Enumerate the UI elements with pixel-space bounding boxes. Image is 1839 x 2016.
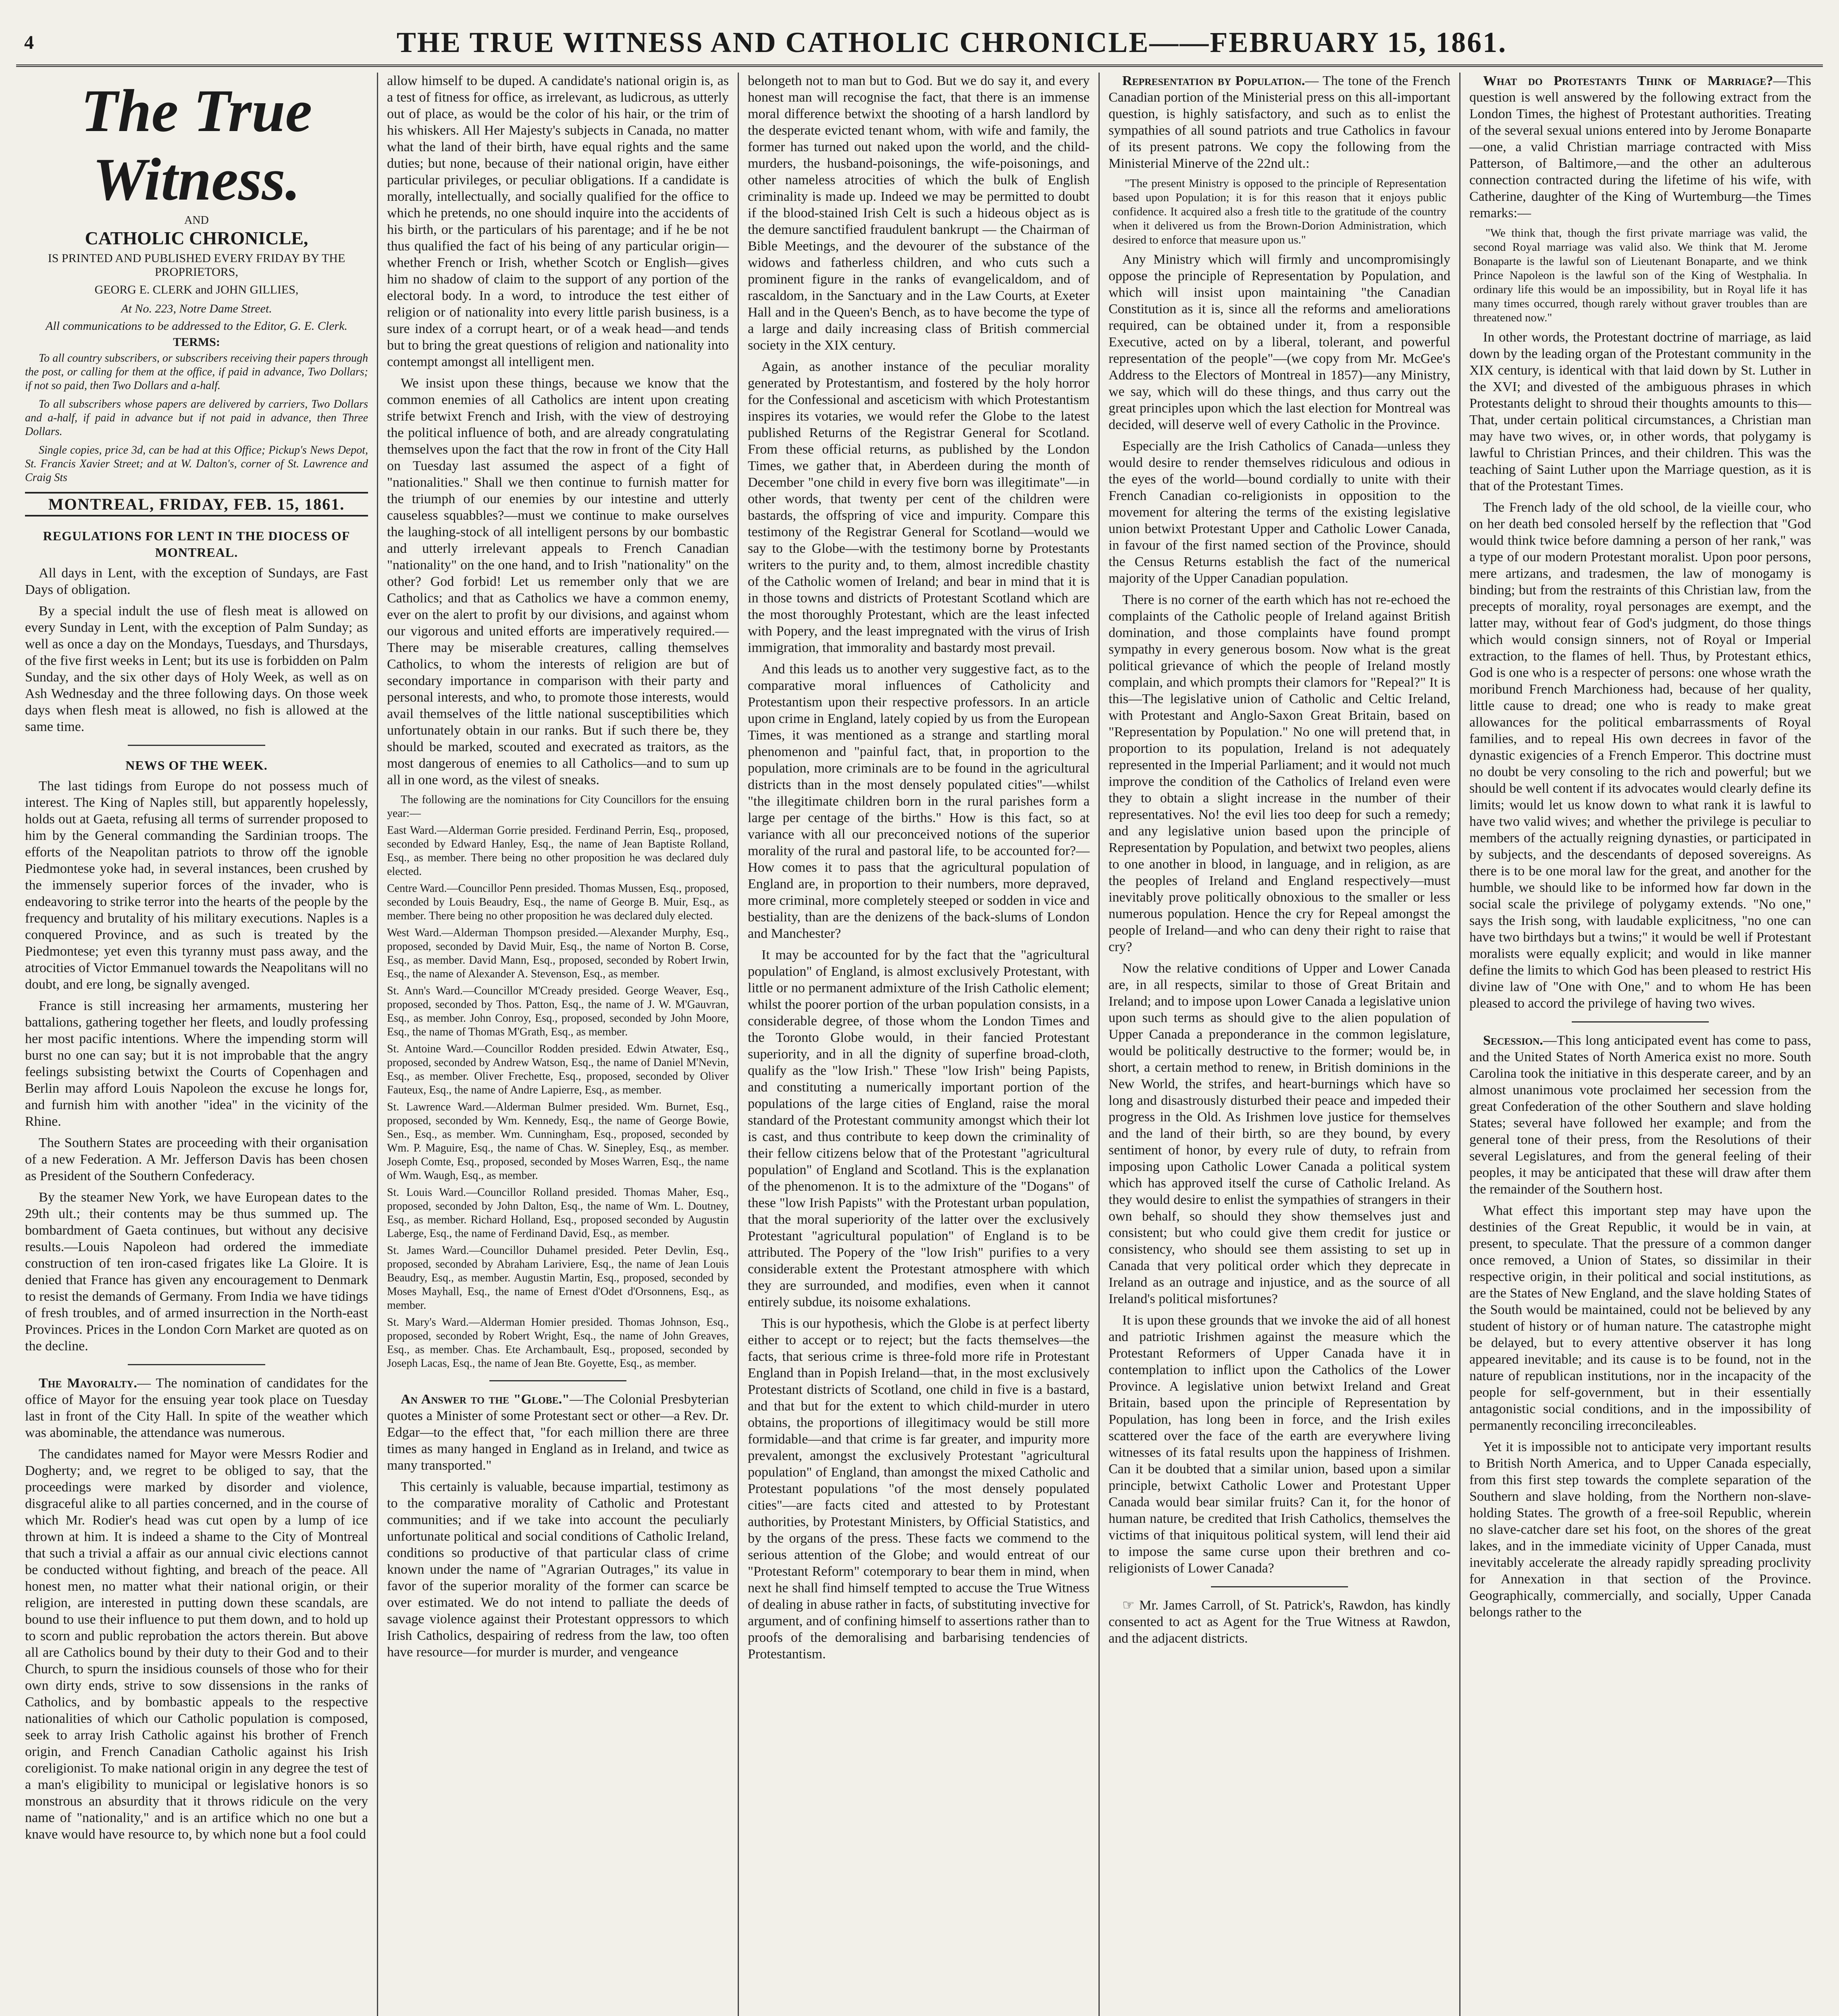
news-paragraph: The last tidings from Europe do not possess much of interest. The King of Naples still, but apparently hopelessly, holds out at Gaeta, refusing all terms of surrender proposed to him by the General commanding the Sardinian troops. The efforts of the Neapolitan patriots to throw off the ignoble Piedmontese yoke had, in several instances, been crushed by the immensely superior forces of the invader, who is endeavoring to strike terror into the hearts of the people by the frequency and brutality of his military executions. Naples is a conquered Province, and as such is treated by the Piedmontese; yet even this tyranny must pass away, and the atrocities of Victor Emmanuel towards the Neapolitans will no doubt, and ere long, be signally avenged.: [25, 779, 368, 992]
news-paragraph: By the steamer New York, we have European dates to the 29th ult.; their contents may be thus summed up. The bombardment of Gaeta continues, but without any decisive results.—Louis Napoleon had ordered the immediate construction of ten iron-cased frigates like La Gloire. It is denied that France has given any encouragement to Denmark to resist the demands of Germany. From India we have tidings of fresh troubles, and of armed insurrection in the North-east Provinces. Prices in the London Corn Market are quoted as on the decline.: [25, 1190, 368, 1354]
news-paragraph: The Southern States are proceeding with their organisation of a new Federation. A Mr. Jefferson Davis has been chosen as President of the Southern Confederacy.: [25, 1135, 368, 1183]
proprietors: GEORG E. CLERK and JOHN GILLIES,: [94, 283, 299, 296]
nominations-intro: The following are the nominations for City Councillors for the ensuing year:—: [387, 793, 729, 820]
marriage-text: —This question is well answered by the following extract from the London Times, the highest of Protestant authorities. Treating of the several sexual unions entered into by Jerome Bonaparte—one, a valid Christian marriage contracted with Miss Patterson, of Baltimore,—and the other an adulterous connection contracted during the lifetime of his wife, with Catherine, daughter of the King of Wurtemburg—the Times remarks:—: [1469, 73, 1811, 221]
representation-paragraph: Any Ministry which will firmly and uncompromisingly oppose the principle of Representation by Population, and which will insist upon maintaining "the Canadian Constitution as it is, since all the reforms and ameliorations required, can be obtained under it, from a responsible Executive, acted on by a liberal, tolerant, and powerful representation of the people"—(we copy from Mr. McGee's Address to the Electors of Montreal in 1857)—any Ministry, we say, which will do these things, and thus carry out the great principles upon which the last election for Montreal was decided, will deserve well of every Catholic in the Province.: [1109, 252, 1450, 432]
lent-heading: REGULATIONS FOR LENT IN THE DIOCESS OF MONTREAL.: [43, 529, 350, 560]
lent-paragraph: All days in Lent, with the exception of Sundays, are Fast Days of obligation.: [25, 566, 368, 597]
answer-paragraph: [387, 1391, 729, 1474]
masthead-and: AND: [184, 214, 209, 227]
terms-carriers: To all subscribers whose papers are delivered by carriers, Two Dollars and a-half, if paid in advance but if not paid in advance, then Three Dollars.: [25, 398, 368, 438]
masthead-title: The True Witness.: [81, 77, 312, 213]
representation-paragraph: It is upon these grounds that we invoke the aid of all honest and patriotic Irishmen against the measure which the Protestant Reformers of Upper Canada have it in contemplation to inflict upon the Catholics of the Lower Province. A legislative union betwixt Ireland and Great Britain, based upon the principle of Representation by Population, has long been in force, and the Irish exiles scattered over the face of the earth are everywhere living witnesses of its fatal results upon the happiness of Irishmen. Can it be doubted that a similar union, based upon a similar principle, betwixt Catholic Lower and Protestant Upper Canada would bear similar fruits? Can it, for the honor of human nature, be credited that Irish Catholics, themselves the victims of that iniquitous political system, will lend their aid to impose the same curse upon their brethren and co-religionists of Lower Canada?: [1109, 1313, 1450, 1576]
divider: [489, 1380, 626, 1381]
representation-text: — The tone of the French Canadian portion of the Ministerial press on this all-important question, is highly satisfactory, and such as to enlist the sympathies of all sound patriots and true Catholics in favour of its present patrons. We copy the following from the Ministerial Minerve of the 22nd ult.:: [1109, 73, 1450, 171]
terms-country: To all country subscribers, or subscribers receiving their papers through the post, or calling for them at the office, if paid in advance, Two Dollars; if not so paid, then Two Dollars and a-half.: [25, 352, 368, 392]
times-quote: "We think that, though the first private marriage was valid, the second Royal marriage was valid also. We think that M. Jerome Bonaparte is the lawful son of Lieutenant Bonaparte, and we think Prince Napoleon is the lawful son of the King of Westphalia. In ordinary life this would be an impossibility, but in Royal life it has many times occurred, though rarely without graver troubles than are threatened now.": [1473, 227, 1807, 324]
ward-nominations: [387, 793, 729, 1370]
news-paragraph: France is still increasing her armaments, mustering her battalions, gathering together her fleets, and loudly professing her most pacific intentions. Where the impending storm will burst no one can say; but it is not improbable that the angry feelings subsisting betwixt the Courts of Copenhagen and Berlin may afford Louis Napoleon the excuse he longs for, and furnish him with another "idea" in the vicinity of the Rhine.: [25, 998, 368, 1129]
representation-paragraph: Especially are the Irish Catholics of Canada—unless they would desire to render themselves ridiculous and odious in the eyes of the world—bound cordially to unite with their French Canadian co-religionists in opposition to the movement for altering the terms of the existing legislative union betwixt Protestant Upper and Catholic Lower Canada, in favour of the first named section of the Province, should the Census Returns establish the fact of the numerical majority of the Upper Canadian population.: [1109, 439, 1450, 586]
printed-by: IS PRINTED AND PUBLISHED EVERY FRIDAY BY THE PROPRIETORS,: [48, 252, 345, 279]
columns: [16, 73, 1823, 2016]
answer-text: —The Colonial Presbyterian quotes a Minister of some Protestant sect or other—a Rev. Dr. Edgar—to the effect that, "for each million there are three times as many hanged in England as in Ireland, and twice as many transported.": [387, 1392, 729, 1473]
ward-nomination: St. Ann's Ward.—Councillor M'Cready presided. George Weaver, Esq., proposed, seconded by Thos. Patton, Esq., the name of J. W. M'Gauvran, Esq., as member. John Conroy, Esq., proposed, seconded by John Moore, Esq., the name of Thomas M'Grath, Esq., as member.: [387, 985, 729, 1038]
representation-paragraph: [1109, 73, 1450, 172]
article-paragraph: And this leads us to another very suggestive fact, as to the comparative moral influences of Catholicity and Protestantism upon their respective professors. In an article upon crime in England, lately copied by us from the European Times, it was mentioned as a strange and startling moral phenomenon and "painful fact, that, in proportion to the population, more criminals are to be found in the agricultural districts than in the most densely populated cities"—whilst "the illegitimate children born in the rural parishes form a large per centage of the births." How is this fact, so at variance with all our preconceived notions of the superior morality of the rural and pastoral life, to be accounted for?—How comes it to pass that the agricultural population of England are, in proportion to their numbers, more depraved, more criminal, more completely steeped or sodden in vice and bestiality, than are the denizens of the back-slums of London and Manchester?: [748, 662, 1090, 941]
news-heading: NEWS OF THE WEEK.: [125, 758, 268, 773]
running-head: [16, 20, 1823, 67]
article-paragraph: We insist upon these things, because we know that the common enemies of all Catholics are intent upon creating strife betwixt French and Irish, with the view of destroying the political influence of both, and are already congratulating themselves upon the fact that the row in front of the City Hall on Tuesday last assumed the aspect of a fight of "nationalities." Shall we then continue to furnish matter for the triumph of our enemies by our intestine and utterly causeless squabbles?—must we continue to make ourselves the laughing-stock of all intelligent persons by our bombastic and utterly irrelevant appeals to French Canadian "nationality" on the one hand, and to Irish "nationality" on the other? God forbid! Let us remember only that we are Catholics; and that as Catholics we have a common enemy, ever on the alert to profit by our divisions, and against whom our vigorous and united efforts are imperatively required.—There may be miserable creatures, calling themselves Catholics, to whom the interests of religion are but of secondary importance in comparison with their party and personal interests, and who, to promote those interests, would avail themselves of the little national susceptibilities which unfortunately obtain in our ranks. But if such there be, they should be marked, scouted and execrated as traitors, as the most dangerous of enemies to all Catholics—and to sum up all in one word, as the vilest of sneaks.: [387, 376, 729, 787]
dateline: MONTREAL, FRIDAY, FEB. 15, 1861.: [25, 492, 368, 516]
article-paragraph: Again, as another instance of the peculiar morality generated by Protestantism, and fostered by the holy horror for the Confessional and asceticism with which Protestantism inspires its votaries, we would refer the Globe to the latest published Returns of the Registrar General for Scotland. From these official returns, as published by the London Times, we gather that, in Aberdeen during the month of December "one child in every five born was illegitimate"—in other words, that twenty per cent of the children were bastards, the offspring of vice and impurity. Compare this testimony of the Registrar General for Scotland—would we say to the Globe—with the testimony borne by Protestants writers to the purity and, to them, almost incredible chastity of the Catholic women of Ireland; and bear in mind that it is in those towns and districts of Protestant Scotland which are the most thoroughly Protestant, which are the least infected with Popery, and the least impregnated with the virus of Irish immigration, that immorality and bastardy most prevail.: [748, 359, 1090, 655]
minerve-quote: "The present Ministry is opposed to the principle of Representation based upon Population; it is for this reason that it enjoys public confidence. It acquired also a fresh title to the gratitude of the country when it delivered us from the Brown-Dorion Administration, which desired to enforce that measure upon us.": [1113, 177, 1446, 246]
secession-paragraph: [1469, 1032, 1811, 1198]
ward-nomination: St. Antoine Ward.—Councillor Rodden presided. Edwin Atwater, Esq., proposed, seconded by Andrew Watson, Esq., the name of Daniel M'Nevin, Esq., as member. Oliver Frechette, Esq., proposed, seconded by Oliver Fauteux, Esq., the name of Andre Lapierre, Esq., as member.: [387, 1043, 729, 1096]
communications-note: All communications to be addressed to the Editor, G. E. Clerk.: [46, 319, 347, 333]
answer-paragraph: This certainly is valuable, because impartial, testimony as to the comparative morality of Catholic and Protestant communities; and if we take into account the peculiarly unfortunate political and social conditions of Catholic Ireland, conditions so productive of that particular class of crime known under the name of "Agrarian Outrages," its value in favor of the superior morality of the former can scarce be over estimated. We do not intend to palliate the deeds of savage violence against their Protestant oppressors to which Irish Catholics, despairing of redress from the law, too often have resource—for murder is murder, and vengeance: [387, 1479, 729, 1660]
page-number: 4: [24, 31, 34, 53]
ward-nomination: St. Louis Ward.—Councillor Rolland presided. Thomas Maher, Esq., proposed, seconded by John Dalton, Esq., the name of Wm. L. Doutney, Esq., as member. Richard Holland, Esq., proposed seconded by Augustin Laberge, Esq., the name of Ferdinand David, Esq., as member.: [387, 1186, 729, 1240]
newspaper-page: [16, 12, 1823, 2016]
article-paragraph: It may be accounted for by the fact that the "agricultural population" of England, is almost exclusively Protestant, with little or no permanent admixture of the Irish Catholic element; whilst the poorer portion of the urban population consists, in a considerable degree, of those whom the London Times and the Toronto Globe would, in their fancied Protestant superiority, and in all the dignity of superfine broad-cloth, qualify as the "low Irish." These "low Irish" being Papists, and constituting a numerically important portion of the populations of the large cities of England, raise the moral standard of the Protestant community amongst which their lot is cast, and thus contribute to keep down the criminality of their fellow citizens below that of the Protestant "agricultural population" of England and Scotland. This is the explanation of the phenomenon. It is to the admixture of the "Dogans" of these "low Irish Papists" with the Protestant urban population, that the moral superiority of the latter over the exclusively Protestant "agricultural population" of England is to be attributed. The Popery of the "low Irish" purifies to a very considerable extent the Protestant atmosphere with which they are surrounded, and modifies, even when it cannot entirely subdue, its noisome exhalations.: [748, 948, 1090, 1310]
secession-lead: Secession.: [1483, 1033, 1543, 1048]
secession-paragraph: What effect this important step may have upon the destinies of the Great Republic, it would be in vain, at present, to speculate. That the pressure of a common danger once removed, a Union of States, so dissimilar in their respective origin, in their political and social institutions, as are the States of New England, and the slave holding States of the South would be maintained, could not be believed by any student of history or of human nature. The catastrophe might be delayed, but to every attentive observer it has long appeared inevitable; and its cause is to be found, not in the nature of republican institutions, nor in the incapacity of the people for self-government, but in their essentially antagonistic social conditions, and in the impossibility of permanently reconciling irreconcileables.: [1469, 1203, 1811, 1433]
representation-paragraph: There is no corner of the earth which has not re-echoed the complaints of the Catholic people of Ireland against British domination, and those complaints have found prompt sympathy in every generous bosom. Now what is the great political grievance of which the people of Ireland mostly complain, and which prompts their clamors for "Repeal?" It is this—The legislative union of Catholic and Celtic Ireland, with Protestant and Anglo-Saxon Great Britain, based on "Representation by Population." No one will pretend that, in proportion to its population, Ireland is not adequately represented in the Imperial Parliament; and it would not much improve the condition of the Catholics of Ireland even were they to obtain a slight increase in the number of their representatives. No! the evil lies too deep for such a remedy; and any legislative union based upon the principle of Representation by Population, and betwixt two peoples, aliens to one another in blood, in language, and in religion, as are the peoples of Ireland and England respectively—must inevitably prove politically obnoxious to the smaller or less numerous population. Hence the cry for Repeal amongst the people of Ireland—and who can deny their right to raise that cry?: [1109, 592, 1450, 954]
answer-lead: An Answer to the "Globe.": [401, 1392, 570, 1407]
marriage-paragraph: [1469, 73, 1811, 221]
column-2: [377, 73, 738, 2016]
secession-paragraph: Yet it is impossible not to anticipate very important results to British North America, and to Upper Canada especially, from this first step towards the complete separation of the Southern and slave holding, from the Northern non-slave-holding States. The growth of a free-soil Republic, wherein no slave-catcher dare set his foot, on the shores of the great lakes, and in the immediate vicinity of Upper Canada, must inevitably accelerate the already rapidly spreading proclivity for Annexation in that section of the Province. Geographically, commercially, and socially, Upper Canada belongs rather to the: [1469, 1439, 1811, 1620]
mayoralty-paragraph: [25, 1375, 368, 1441]
mayoralty-lead: The Mayoralty.: [39, 1376, 137, 1391]
ward-nomination: St. Lawrence Ward.—Alderman Bulmer presided. Wm. Burnet, Esq., proposed, seconded by Wm. Kennedy, Esq., the name of George Bowie, Sen., Esq., as member. Wm. Cunningham, Esq., proposed, seconded by Wm. P. Maguire, Esq., the name of Chas. W. Sinepley, Esq., as member. Joseph Comte, Esq., proposed, seconded by Moses Warren, Esq., the name of Wm. Waugh, Esq., as member.: [387, 1101, 729, 1182]
lent-paragraph: By a special indult the use of flesh meat is allowed on every Sunday in Lent, with the exception of Palm Sunday; as well as once a day on the Mondays, Tuesdays, and Thursdays, of the five first weeks in Lent; but its use is forbidden on Palm Sunday, and the six other days of Holy Week, as well as on Ash Wednesday and the three following days. On those week days when flesh meat is allowed, no fish is allowed at the same time.: [25, 604, 368, 734]
representation-lead: Representation by Population.: [1122, 73, 1305, 88]
masthead-subtitle: CATHOLIC CHRONICLE,: [85, 228, 308, 248]
address: At No. 223, Notre Dame Street.: [121, 302, 272, 315]
column-1: [16, 73, 377, 2016]
divider: [128, 745, 265, 746]
mayoralty-text: — The nomination of candidates for the office of Mayor for the ensuing year took place on Tuesday last in front of the City Hall. In spite of the weather which was abominable, the attendance was numerous.: [25, 1376, 368, 1440]
representation-paragraph: Now the relative conditions of Upper and Lower Canada are, in all respects, similar to those of Great Britain and Ireland; and to impose upon Lower Canada a legislative union upon such terms as should give to the alien population of Upper Canada a preponderance in the common legislature, would be politically destructive to the former; would be, in short, a certain method to renew, in British dominions in the New World, the strifes, and heart-burnings which have so long and disastrously disturbed their peace and impeded their progress in the Old. As Irishmen love justice for themselves and the land of their birth, so are they bound, by every sentiment of honor, by every rule of duty, to refrain from imposing upon Catholic Lower Canada a political system which has approved itself the curse of Catholic Ireland. As they would desire to enlist the sympathies of strangers in their own behalf, so should they show themselves just and consistent; but who could give them credit for justice or consistency, who should see them assisting to set up in Canada that very political order which they deprecate in Ireland as an outrage and injustice, and as the source of all Ireland's political misfortunes?: [1109, 961, 1450, 1306]
divider: [128, 1364, 265, 1365]
running-title: THE TRUE WITNESS AND CATHOLIC CHRONICLE——FEBRUARY 15, 1861.: [396, 26, 1507, 58]
secession-text: —This long anticipated event has come to pass, and the United States of North America exist no more. South Carolina took the initiative in this desperate career, and by an almost unanimous vote proclaimed her secession from the great Confederation of the other Southern and slave holding States; several have followed her example; and from the general tone of their press, from the Resolutions of their several Legislatures, and from the general feeling of their peoples, it may be anticipated that these will draw after them the remainder of the Southern host.: [1469, 1033, 1811, 1197]
column-3: [738, 73, 1098, 2016]
column-5: [1459, 73, 1820, 2016]
mayoralty-paragraph: The candidates named for Mayor were Messrs Rodier and Dogherty; and, we regret to be obliged to say, that the proceedings were marked by disorder and violence, disgraceful alike to all parties concerned, and in the course of which Mr. Rodier's head was cut open by a lump of ice thrown at him. It is indeed a shame to the City of Montreal that such a trivial a affair as our annual civic elections cannot be conducted without fighting, and breach of the peace. All honest men, no matter what their national origin, or their religion, are interested in putting down these scandals, are bound to use their influence to put them down, and to hold up to scorn and public reprobation the actors therein. But above all are Catholics bound by their duty to their God and to their Church, to spurn the insidious counsels of those who for their own dirty ends, strive to sow dissensions in the ranks of Catholics, and by bombastic appeals to the respective nationalities of which our Catholic population is composed, seek to array Irish Catholic against his brother of French origin, and French Canadian Catholic against his Irish coreligionist. To make national origin in any degree the test of a man's eligibility to municipal or legislative honors is so monstrous an absurdity that it throws ridicule on the very name of "nationality," and is an artifice which no one but a knave would have resource to, by which none but a fool could: [25, 1447, 368, 1842]
article-continuation: belongeth not to man but to God. But we do say it, and every honest man will recognise the fact, that there is an immense moral difference betwixt the shooting of a harsh landlord by the desperate evicted tenant whom, with wife and family, the former has turned out naked upon the world, and the child-murders, the husband-poisonings, the wife-poisonings, and other nameless atrocities of which the bulk of English criminality is made up. Indeed we may be permitted to doubt if the blood-stained Irish Celt is such a hideous object as is the demure sanctified fraudulent bankrupt — the Chairman of Bible Meetings, and the devourer of the substance of the widows and fatherless children, and who cuts such a prominent figure in the ranks of evangelicaldom, and of rascaldom, in the Sanctuary and in the Law Courts, at Exeter Hall and in the Queen's Bench, as to have become the type of a large and daily increasing class of British commercial society in the XIX century.: [748, 73, 1090, 353]
article-paragraph: This is our hypothesis, which the Globe is at perfect liberty either to accept or to reject; but the facts themselves—the facts, that serious crime is three-fold more rife in Protestant England than in Popish Ireland—that, in the most exclusively Protestant districts of Scotland, one child in five is a bastard, and that but for the extent to which child-murder in utero obtains, the proportions of illegitimacy would be still more formidable—and that crime is far greater, and impurity more prevalent, amongst the exclusively Protestant "agricultural population" of England, than amongst the mixed Catholic and Protestant populations "of the most densely populated cities"—are facts cited and attested to by Protestant authorities, by Protestant Ministers, by Official Statistics, and by the organs of the press. These facts we commend to the serious attention of the Globe; and would entreat of our "Protestant Reform" cotemporary to bear them in mind, when next he shall find himself tempted to accuse the True Witness of dealing in abuse rather in facts, of substituting invective for argument, and of confining himself to assertions rather than to proofs of the demoralising and barbarising tendencies of Protestantism.: [748, 1316, 1090, 1662]
article-continuation: allow himself to be duped. A candidate's national origin is, as a test of fitness for office, as irrelevant, as ludicrous, as utterly out of place, as would be the color of his hair, or the trim of his whiskers. All Her Majesty's subjects in Canada, no matter what the land of their birth, have equal rights and the same duties; but none, because of their national origin, have either particular privileges, or peculiar obligations. If a candidate is morally, intellectually, and socially qualified for the office to which he pretends, no one should inquire into the accidents of his birth, or the particulars of his parentage; and if he be not thus qualified the fact of his being of any particular origin—whether French or Irish, whether Scotch or English—gives him no shadow of claim to the support of any portion of the electoral body. In a word, to introduce the test either of religion or of nationality into every little parish business, is a sure index of a corrupt heart, or of a weak head—and tends but to bring the great questions of religion and nationality into contempt amongst all intelligent men.: [387, 73, 729, 369]
column-4: [1098, 73, 1459, 2016]
ward-nomination: Centre Ward.—Councillor Penn presided. Thomas Mussen, Esq., proposed, seconded by Louis Beaudry, Esq., the name of George B. Muir, Esq., as member. There being no other proposition he was declared duly elected.: [387, 882, 729, 922]
terms-heading: TERMS:: [173, 335, 220, 349]
divider: [1211, 1586, 1348, 1587]
divider: [1572, 1021, 1708, 1023]
ward-nomination: St. James Ward.—Councillor Duhamel presided. Peter Devlin, Esq., proposed, seconded by Abraham Lariviere, Esq., the name of Jean Louis Beaudry, Esq., as member. Augustin Martin, Esq., proposed, seconded by Moses Mayhall, Esq., the name of Ernest d'Odet d'Orsonnens, Esq., as member.: [387, 1244, 729, 1312]
marriage-paragraph: In other words, the Protestant doctrine of marriage, as laid down by the leading organ of the Protestant community in the XIX century, is identical with that laid down by St. Luther in the XVI; and divested of the ambiguous phrases in which Protestants delight to shroud their thoughts amounts to this—That, under certain political circumstances, a Christian man may have two wives, or, in other words, that polygamy is lawful to Christian Princes, and their children. This was the teaching of Saint Luther upon the Marriage question, as it is that of the Protestant Times.: [1469, 330, 1811, 494]
ward-nomination: East Ward.—Alderman Gorrie presided. Ferdinand Perrin, Esq., proposed, seconded by Edward Hanley, Esq., the name of Jean Baptiste Rolland, Esq., as member. There being no other proposition he was declared duly elected.: [387, 824, 729, 878]
ward-nomination: St. Mary's Ward.—Alderman Homier presided. Thomas Johnson, Esq., proposed, seconded by Robert Wright, Esq., the name of John Greaves, Esq., as member. Chas. Ete Archambault, Esq., proposed, seconded by Joseph Lacas, Esq., the name of Jean Bte. Goyette, Esq., as member.: [387, 1316, 729, 1370]
agent-notice: ☞ Mr. James Carroll, of St. Patrick's, Rawdon, has kindly consented to act as Agent for the True Witness at Rawdon, and the adjacent districts.: [1109, 1598, 1450, 1646]
marriage-lead: What do Protestants Think of Marriage?: [1483, 73, 1773, 88]
marriage-paragraph: The French lady of the old school, de la vieille cour, who on her death bed consoled herself by the reflection that "God would think twice before damning a person of her rank," was a type of our modern Protestant moralist. Upon poor persons, mere artizans, and tradesmen, the law of monogamy is binding; but from the restraints of this Christian law, from the precepts of morality, royal personages are exempt, and the latter may, without fear of God's judgment, do those things which would consign sinners, not of Royal or Imperial extraction, to the flames of hell. Thus, by Protestant ethics, God is one who is a respecter of persons: one whose wrath the moribund French Marchioness had, because of her quality, little cause to dread; one who is ready to make great allowances for the political embarrassments of Royal families, and to repeal His own decrees in favor of the dynastic exigencies of a French Emperor. This doctrine must no doubt be very consoling to the rich and powerful; but we should be well content if its advocates would clearly define its limits; would let us know down to what rank it is lawful to have two valid wives; and whether the privilege is peculiar to members of the actually reigning dynasties, or participated in by subjects, and the descendants of deposed sovereigns. As there is to be one moral law for the great, and another for the humble, we should like to be informed how far down in the social scale the privilege of polygamy extends. "No one," says the Irish song, with laudable explicitness, "no one can have two birthdays but a twins;" it would be well if Protestant moralists were equally explicit; and would in like manner define the limits to which God has been pleased to restrict His divine law of "One with One," and to whom He has been pleased to accord the privilege of having two wives.: [1469, 500, 1811, 1011]
ward-nomination: West Ward.—Alderman Thompson presided.—Alexander Murphy, Esq., proposed, seconded by David Muir, Esq., the name of Norton B. Corse, Esq., as member. David Mann, Esq., proposed, seconded by Robert Irwin, Esq., the name of Alexander A. Stevenson, Esq., as member.: [387, 927, 729, 980]
terms-single-copies: Single copies, price 3d, can be had at this Office; Pickup's News Depot, St. Francis Xavier Street; and at W. Dalton's, corner of St. Lawrence and Craig Sts: [25, 444, 368, 484]
